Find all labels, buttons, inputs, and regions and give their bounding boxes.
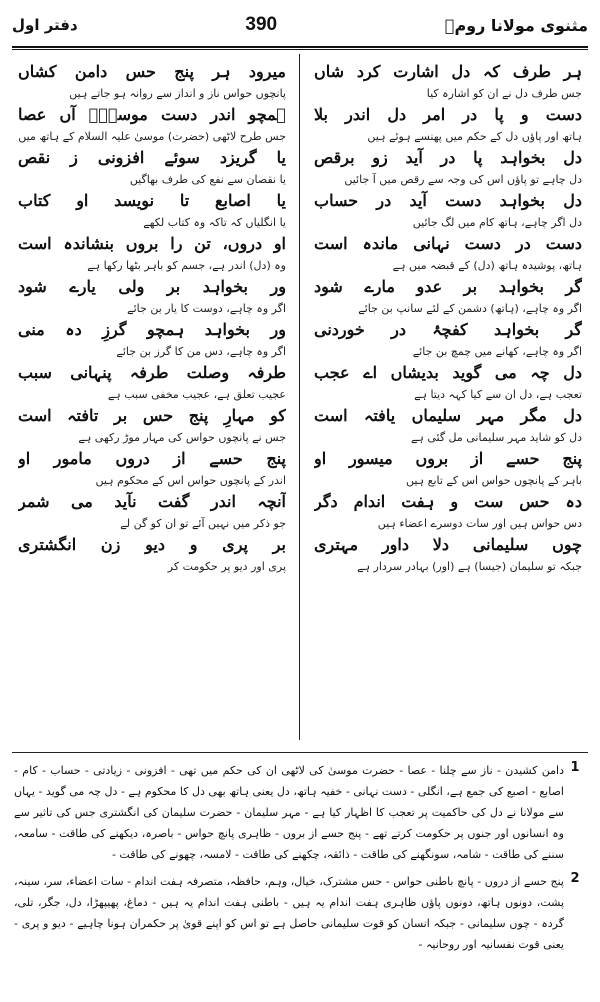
footnotes xyxy=(14,760,586,961)
verse-line: دل چہ می گوید بدیشاں اے عجب xyxy=(314,363,582,382)
section-title: دفتر اول xyxy=(12,16,78,34)
verse-line: پنج حسے از دروں مامور او xyxy=(18,449,286,468)
couplet xyxy=(314,146,582,189)
couplet xyxy=(314,189,582,232)
translation-line: دل کو شاید مہر سلیمانی مل گئی ہے xyxy=(410,431,582,444)
couplet xyxy=(314,232,582,275)
couplet xyxy=(314,533,582,576)
verse-line: دہ حس ست و ہفت اندام دگر xyxy=(314,492,582,511)
verse-line: دل بخواہد دست آید در حساب xyxy=(314,191,582,210)
couplet xyxy=(18,60,286,103)
couplet xyxy=(18,146,286,189)
footnote-rule xyxy=(12,752,588,753)
translation-line: تعجب ہے، دل ان سے کیا کہہ دیتا ہے xyxy=(414,388,582,401)
header-rule xyxy=(12,46,588,48)
right-column xyxy=(314,60,582,576)
verse-line: گر بخواہد بر عدو مارے شود xyxy=(314,277,582,296)
header-rule-thin xyxy=(12,49,588,50)
page-header xyxy=(12,8,588,42)
translation-line: جو ذکر میں نہیں آئے تو ان کو گن لے xyxy=(120,517,286,530)
couplet xyxy=(18,318,286,361)
translation-line: عجیب تعلق ہے، عجیب مخفی سبب ہے xyxy=(107,388,286,401)
translation-line: باہر کے پانچوں حواس اس کے تابع ہیں xyxy=(405,474,582,487)
translation-line: یا انگلیاں کہ تاکہ وہ کتاب لکھے xyxy=(143,216,286,229)
couplet xyxy=(314,404,582,447)
translation-line: ہاتھ اور پاؤں دل کے حکم میں پھنسے ہوئے ہیں xyxy=(367,130,582,143)
verse-line: چوں سلیمانی دلا داور مہتری xyxy=(314,535,582,554)
translation-line: دس حواس ہیں اور سات دوسرے اعضاء ہیں xyxy=(377,517,582,530)
translation-line: اگر وہ چاہے، دس من کا گرز بن جائے xyxy=(116,345,286,358)
couplet xyxy=(18,490,286,533)
verse-line: گر بخواہد کفچۂ در خوردنی xyxy=(314,320,582,339)
translation-line: اندر کے پانچوں حواس اس کے محکوم ہیں xyxy=(95,474,286,487)
translation-line: دل چاہے تو پاؤں اس کی وجہ سے رقص میں آ جائیں xyxy=(344,173,582,186)
translation-line: اگر وہ چاہے، (ہاتھ) دشمن کے لئے سانپ بن جائے xyxy=(358,302,582,315)
translation-line: جس نے پانچوں حواس کی مہار موڑ رکھی ہے xyxy=(78,431,286,444)
translation-line: پری اور دیو پر حکومت کر xyxy=(167,560,286,573)
page-number: 390 xyxy=(245,14,278,35)
verse-line: طرفہ وصلت طرفہ پنہانی سبب xyxy=(18,363,286,382)
verse-line: ور بخواہد ہمچو گرزِ دہ منی xyxy=(18,320,286,339)
verse-line: یا گریزد سوئے افزونی ز نقص xyxy=(18,148,286,167)
couplet xyxy=(314,318,582,361)
translation-line: جبکہ تو سلیمان (جیسا) ہے (اور) بہادر سردار ہے xyxy=(357,560,582,573)
verse-line: دل بخواہد پا در آید زو برقص xyxy=(314,148,582,167)
verse-line: دست در دست نہانی ماندہ است xyxy=(314,234,582,253)
footnote xyxy=(14,871,586,955)
translation-line: اگر وہ چاہے، کھانے میں چمچ بن جائے xyxy=(412,345,582,358)
translation-line: یا نقصان سے نفع کی طرف بھاگیں xyxy=(129,173,286,186)
book-title: مثنوی مولانا رومؒ xyxy=(444,15,588,35)
translation-line: دل اگر چاہے، ہاتھ کام میں لگ جائیں xyxy=(412,216,582,229)
couplet xyxy=(18,533,286,576)
left-column xyxy=(18,60,286,576)
verse-line: یا اصابع تا نویسد او کتاب xyxy=(18,191,286,210)
couplet xyxy=(314,490,582,533)
couplet xyxy=(18,103,286,146)
footnote-text: دامن کشیدن - ناز سے چلنا - عصا - حضرت موسیٰ کی لاٹھی ان کی حکم میں تھی - افزونی - زیادتی - حساب - کام - اصابع - اصبع کی جمع ہے، انگلی - دست نہانی - خفیہ ہاتھ، دل یعنی ہاتھ بھی دل کا محکوم ہے - دل چہ می گوید - یہاں سے مولانا نے دل کی حاکمیت پر تعجب کا اظہار کیا ہے - مہر سلیمان - حضرت سلیمان کی انگشتری جس کی تاثیر سے وہ انسانوں اور جنوں پر حکومت کرتے تھے - پنج حسے از بروں - ظاہری پانچ حواس - باصرہ، دیکھنے کی طاقت - سامعہ، سننے کی طاقت - شامہ، سونگھنے کی طاقت - ذائقہ، چکھنے کی طاقت - لامسہ، چھونے کی طاقت - xyxy=(14,764,564,861)
couplet xyxy=(314,103,582,146)
couplet xyxy=(314,275,582,318)
translation-line: پانچوں حواس ناز و انداز سے روانہ ہو جاتے ہیں xyxy=(69,87,286,100)
verse-line: ہمچو اندر دست موسیٰؑ آں عصا xyxy=(18,105,286,124)
couplet xyxy=(18,275,286,318)
footnote-number: 1 xyxy=(570,760,580,775)
verse-line: کو مہارِ پنج حس بر تافتہ است xyxy=(18,406,286,425)
verse-line: دل مگر مہر سلیماں یافتہ است xyxy=(314,406,582,425)
footnote-text: پنج حسے از دروں - پانچ باطنی حواس - حس مشترک، خیال، وہم، حافظہ، متصرفہ ہفت اندام - سات اعضاء، سر، سینہ، پشت، دونوں ہاتھ، دونوں پاؤں ظاہری ہفت اندام یہ ہیں - باطنی ہفت اندام یہ ہیں - دماغ، پھیپھڑا، دل، جگر، تلی، گردہ - چوں سلیمانی - جبکہ انسان کو قوت سلیمانی حاصل ہے تو اس کو اپنے قویٰ پر حکمران ہونا چاہیے - دیو و پری - یعنی قوت نفسانیہ اور روحانیہ - xyxy=(14,875,564,951)
couplet xyxy=(314,447,582,490)
column-divider xyxy=(299,54,300,740)
verse-line: پنج حسے از بروں میسور او xyxy=(314,449,582,468)
couplet xyxy=(18,447,286,490)
couplet xyxy=(314,361,582,404)
footnote xyxy=(14,760,586,865)
couplet xyxy=(18,404,286,447)
translation-line: جس طرح لاٹھی (حضرت) موسیٰ علیہ السلام کے ہاتھ میں xyxy=(18,130,286,143)
verse-line: بر پری و دیو زن انگشتری xyxy=(18,535,286,554)
translation-line: اگر وہ چاہے، دوست کا یار بن جائے xyxy=(127,302,286,315)
couplet xyxy=(18,189,286,232)
couplet xyxy=(314,60,582,103)
verse-line: او دروں، تن را بروں بنشاندہ است xyxy=(18,234,286,253)
translation-line: ہاتھ، پوشیدہ ہاتھ (دل) کے قبضہ میں ہے xyxy=(392,259,582,272)
verse-line: ہر طرف کہ دل اشارت کرد شاں xyxy=(314,62,582,81)
verse-line: آنچہ اندر گفت نآید می شمر xyxy=(18,492,286,511)
footnote-number: 2 xyxy=(570,871,580,886)
verse-line: دست و پا در امر دل اندر بلا xyxy=(314,105,582,124)
couplet xyxy=(18,361,286,404)
translation-line: جس طرف دل نے ان کو اشارہ کیا xyxy=(426,87,582,100)
translation-line: وہ (دل) اندر ہے، جسم کو باہر بٹھا رکھا ہے xyxy=(87,259,286,272)
couplet xyxy=(18,232,286,275)
verse-line: ور بخواہد بر ولی یارے شود xyxy=(18,277,286,296)
verse-line: میرود ہر پنج حس دامن کشاں xyxy=(18,62,286,81)
